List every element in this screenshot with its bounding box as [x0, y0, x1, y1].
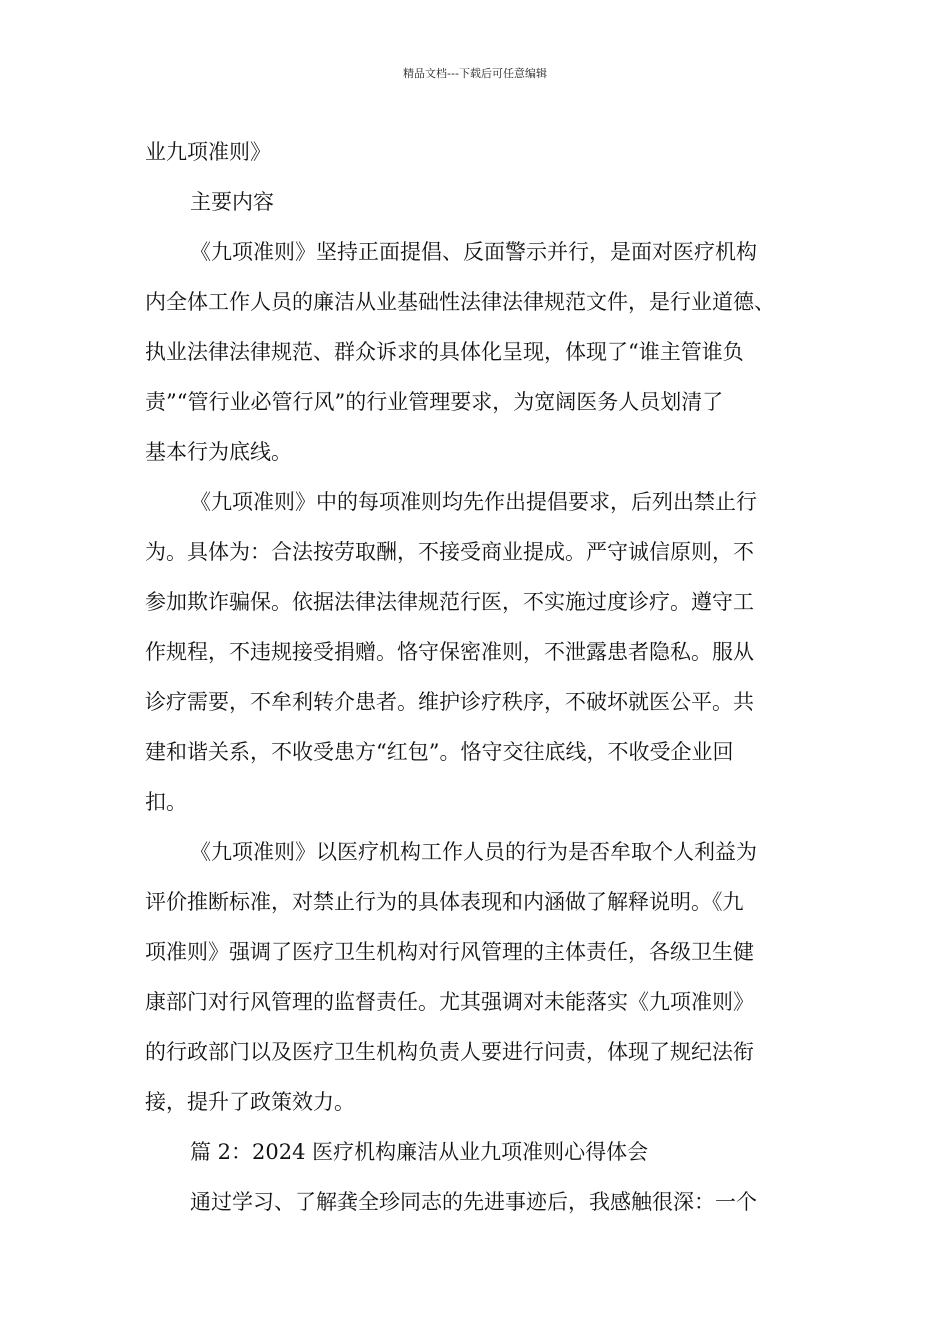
text-line: 作规程，不违规接受捐赠。恪守保密准则，不泄露患者隐私。服从 — [145, 640, 754, 664]
text-line: 的行政部门以及医疗卫生机构负责人要进行问责，体现了规纪法衔 — [145, 1040, 754, 1064]
text-line: 扣。 — [145, 790, 187, 814]
page-header: 精品文档---下载后可任意编辑 — [403, 67, 547, 80]
chapter-heading: 篇 2：2024 医疗机构廉洁从业九项准则心得体会 — [190, 1140, 649, 1164]
text-line: 基本行为底线。 — [145, 440, 292, 464]
text-line: 康部门对行风管理的监督责任。尤其强调对未能落实《九项准则》 — [145, 990, 754, 1014]
text-line: 内全体工作人员的廉洁从业基础性法律法律规范文件，是行业道德、 — [145, 290, 775, 314]
text-line: 参加欺诈骗保。依据法律法律规范行医，不实施过度诊疗。遵守工 — [145, 590, 754, 614]
text-line: 接，提升了政策效力。 — [145, 1090, 355, 1114]
document-body — [145, 127, 825, 1227]
paragraph-start: 《九项准则》坚持正面提倡、反面警示并行，是面对医疗机构 — [190, 240, 757, 264]
text-line: 业九项准则》 — [145, 140, 271, 164]
paragraph-start: 通过学习、了解龚全珍同志的先进事迹后，我感触很深：一个 — [190, 1190, 757, 1214]
text-line: 评价推断标准，对禁止行为的具体表现和内涵做了解释说明。《九 — [145, 890, 744, 914]
paragraph-start: 《九项准则》以医疗机构工作人员的行为是否牟取个人利益为 — [190, 840, 757, 864]
text-line: 项准则》强调了医疗卫生机构对行风管理的主体责任，各级卫生健 — [145, 940, 754, 964]
text-line: 执业法律法律规范、群众诉求的具体化呈现，体现了“谁主管谁负 — [145, 340, 744, 364]
section-heading: 主要内容 — [190, 190, 274, 214]
paragraph-start: 《九项准则》中的每项准则均先作出提倡要求，后列出禁止行 — [190, 490, 757, 514]
text-line: 为。具体为：合法按劳取酬，不接受商业提成。严守诚信原则，不 — [145, 540, 754, 564]
text-line: 建和谐关系，不收受患方“红包”。恪守交往底线，不收受企业回 — [145, 740, 734, 764]
text-line: 责”“管行业必管行风”的行业管理要求，为宽阔医务人员划清了 — [145, 390, 724, 414]
text-line: 诊疗需要，不牟利转介患者。维护诊疗秩序，不破坏就医公平。共 — [145, 690, 754, 714]
